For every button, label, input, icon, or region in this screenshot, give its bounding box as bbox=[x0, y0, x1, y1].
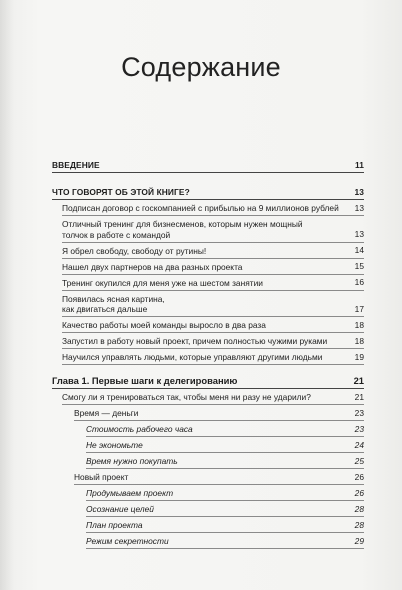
toc-entry bbox=[86, 536, 364, 549]
toc-entry-title: ЧТО ГОВОРЯТ ОБ ЭТОЙ КНИГЕ? bbox=[52, 187, 190, 197]
toc-entry-page: 15 bbox=[354, 261, 364, 272]
toc-entry-title: Время нужно покупать bbox=[86, 456, 178, 466]
table-of-contents bbox=[52, 160, 364, 552]
toc-entry-title: Режим секретности bbox=[86, 536, 169, 546]
toc-entry-title: Нашел двух партнеров на два разных проекта bbox=[62, 261, 243, 272]
toc-entry-page: 29 bbox=[354, 535, 364, 546]
toc-entry bbox=[62, 352, 364, 365]
toc-entry-page: 25 bbox=[354, 455, 364, 466]
toc-entry bbox=[86, 440, 364, 453]
toc-entry bbox=[52, 160, 364, 173]
toc-entry-title: Качество работы моей команды выросло в два раза bbox=[62, 320, 266, 330]
toc-entry bbox=[62, 278, 364, 291]
toc-entry-page: 19 bbox=[354, 351, 364, 362]
toc-entry-page: 11 bbox=[354, 159, 364, 170]
toc-entry-page: 28 bbox=[354, 519, 364, 530]
toc-entry bbox=[62, 320, 364, 333]
toc-entry-page: 21 bbox=[354, 391, 364, 402]
toc-entry-title-line2: толчок в работе с командой bbox=[62, 229, 171, 240]
toc-entry bbox=[86, 504, 364, 517]
toc-entry-title: Смогу ли я тренироваться так, чтобы меня ни разу не ударили? bbox=[62, 392, 311, 402]
toc-entry-page: 17 bbox=[354, 303, 364, 314]
toc-entry bbox=[86, 520, 364, 533]
toc-entry bbox=[62, 392, 364, 405]
toc-entry-page: 18 bbox=[354, 319, 364, 330]
toc-entry-page: 26 bbox=[354, 487, 364, 498]
toc-entry bbox=[74, 472, 364, 485]
toc-entry bbox=[52, 187, 364, 200]
toc-entry bbox=[86, 488, 364, 501]
toc-entry-title-line1: Отличный тренинг для бизнесменов, которым нужен мощный bbox=[62, 219, 303, 229]
toc-entry-title-line2: как двигаться дальше bbox=[62, 304, 148, 314]
toc-entry bbox=[86, 456, 364, 469]
toc-entry-title: Время — деньги bbox=[74, 408, 139, 418]
toc-entry bbox=[62, 246, 364, 259]
toc-entry-page: 21 bbox=[353, 374, 364, 386]
toc-entry-page: 13 bbox=[354, 186, 364, 197]
toc-entry-title: Продумываем проект bbox=[86, 488, 174, 498]
toc-entry-page: 23 bbox=[354, 423, 364, 434]
toc-entry-page: 26 bbox=[354, 471, 364, 482]
toc-entry-page: 13 bbox=[354, 229, 364, 240]
toc-entry-title: Подписан договор с госкомпанией с прибылью на 9 миллионов рублей bbox=[62, 203, 339, 213]
toc-entry bbox=[74, 408, 364, 421]
toc-entry-title-line1: Появилась ясная картина, bbox=[62, 293, 165, 304]
toc-entry bbox=[62, 203, 364, 216]
toc-entry bbox=[62, 219, 364, 243]
toc-entry-title: Осознание целей bbox=[86, 504, 154, 514]
toc-entry-page: 24 bbox=[354, 439, 364, 450]
toc-entry-title: ВВЕДЕНИЕ bbox=[52, 160, 100, 170]
toc-entry-title: Тренинг окупился для меня уже на шестом занятии bbox=[62, 277, 263, 288]
toc-entry bbox=[62, 336, 364, 349]
toc-chapter-title: Глава 1. Первые шаги к делегированию bbox=[52, 375, 238, 386]
toc-chapter bbox=[52, 376, 364, 389]
toc-entry-title: План проекта bbox=[86, 520, 143, 530]
toc-entry-title: Научился управлять людьми, которые управляют другими людьми bbox=[62, 352, 323, 362]
page-title: Содержание bbox=[121, 52, 281, 82]
toc-entry-page: 18 bbox=[354, 335, 364, 346]
toc-entry-title: Не экономьте bbox=[86, 440, 143, 450]
toc-entry-title: Новый проект bbox=[74, 472, 129, 482]
toc-entry bbox=[62, 294, 364, 318]
toc-entry-page: 28 bbox=[354, 503, 364, 514]
toc-entry bbox=[86, 424, 364, 437]
toc-entry-title: Я обрел свободу, свободу от рутины! bbox=[62, 245, 207, 256]
toc-entry-title: Запустил в работу новый проект, причем полностью чужими руками bbox=[62, 336, 328, 346]
toc-entry-page: 13 bbox=[354, 202, 364, 213]
toc-entry-page: 14 bbox=[354, 245, 364, 256]
toc-entry-page: 16 bbox=[354, 277, 364, 288]
toc-entry-page: 23 bbox=[354, 407, 364, 418]
toc-entry bbox=[62, 262, 364, 275]
toc-entry-title: Стоимость рабочего часа bbox=[86, 424, 193, 434]
